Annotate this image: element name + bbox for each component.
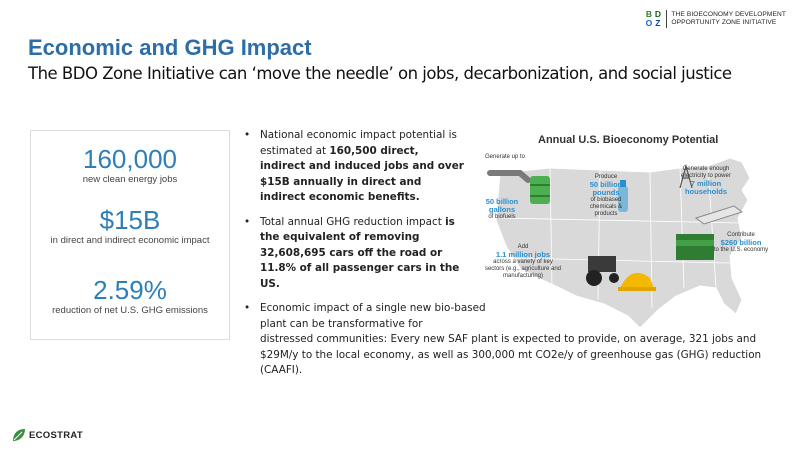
slide-subtitle: The BDO Zone Initiative can ‘move the needle’ on jobs, decarbonization, and social justice	[28, 64, 732, 83]
biofuels-value: 50 billion gallons	[485, 197, 519, 214]
logo-letter: O	[645, 18, 653, 28]
chemicals-value: 50 billion pounds	[589, 180, 623, 197]
economy-value: $260 billion	[720, 238, 762, 247]
biofuels-pre: Generate up to	[484, 154, 526, 160]
bdoz-logo	[644, 10, 786, 28]
jobs-note	[484, 244, 562, 280]
logo-line-2: OPPORTUNITY ZONE INITIATIVE	[671, 19, 777, 26]
biofuels-note-top	[480, 154, 530, 161]
economy-pre: Contribute	[727, 232, 755, 238]
leaf-icon	[12, 428, 26, 442]
chemicals-note	[580, 174, 632, 218]
logo-letter: D	[654, 9, 661, 19]
electricity-pre: Generate enough electricity to power	[681, 166, 731, 179]
stat-ghg	[31, 275, 229, 317]
tractor-illustration	[588, 256, 616, 272]
bullet-text: Total annual GHG reduction impact	[260, 215, 446, 228]
chemicals-pre: Produce	[594, 174, 618, 180]
logo-divider	[666, 10, 667, 28]
bullet-text: National economic impact potential is estimated at	[260, 129, 457, 157]
electricity-note	[672, 166, 740, 196]
economy-note	[712, 232, 770, 254]
electricity-value: 7 million households	[684, 179, 728, 196]
chemicals-post: of biobased chemicals & products	[589, 197, 623, 217]
bioeconomy-infographic	[480, 128, 772, 333]
bullet-ghg-reduction	[242, 215, 467, 293]
stat-label: new clean energy jobs	[82, 174, 178, 185]
bullet-bold-text: is the equivalent of removing 32,608,695 cars off the road or 11.8% of all passenger cars in the US.	[260, 215, 460, 290]
biofuel-barrel	[530, 176, 550, 204]
logo-letter: Z	[655, 18, 661, 28]
bullet-text: • Economic impact of a single new bio-based plant can be transformative for	[260, 302, 486, 330]
logo-line-1: THE BIOECONOMY DEVELOPMENT	[671, 10, 786, 18]
jobs-post: across a variety of key sectors (e.g., agriculture and manufacturing)	[484, 259, 562, 279]
stats-panel	[30, 130, 230, 340]
ecostrat-logo	[12, 428, 83, 442]
bdoz-logo-text	[671, 11, 786, 28]
economy-post: to the U.S. economy	[713, 247, 769, 253]
stat-jobs	[31, 144, 229, 186]
jobs-pre: Add	[517, 244, 529, 250]
bullet-economic-impact	[242, 128, 467, 206]
stat-economic	[31, 205, 229, 247]
logo-letter: B	[645, 9, 652, 19]
biofuels-note	[482, 198, 522, 221]
stat-label: reduction of net U.S. GHG emissions	[52, 305, 208, 316]
stat-label: in direct and indirect economic impact	[50, 235, 210, 246]
money-stack	[676, 246, 714, 260]
bdoz-logo-mark	[644, 10, 662, 28]
bullet-text-continued: distressed communities: Every new SAF plant is expected to provide, on average, 321 jobs and $29M/y to the local economy, as well as 300,000 mt CO2e/y of greenhouse gas (GHG) reduction (CAAFI).	[260, 333, 762, 376]
stat-value: 2.59%	[93, 275, 167, 305]
stat-value: $15B	[99, 205, 161, 235]
jobs-value: 1.1 million jobs	[495, 250, 551, 259]
bioeconomy-title: Annual U.S. Bioeconomy Potential	[538, 134, 719, 146]
biofuels-post: of biofuels	[488, 214, 516, 220]
stat-value: 160,000	[83, 144, 177, 174]
ecostrat-name: ECOSTRAT	[29, 429, 83, 441]
slide-title: Economic and GHG Impact	[28, 35, 312, 60]
bullet-bold-text: 160,500 direct, indirect and induced jobs and over $15B annually in direct and indirect economic benefits.	[260, 144, 464, 203]
